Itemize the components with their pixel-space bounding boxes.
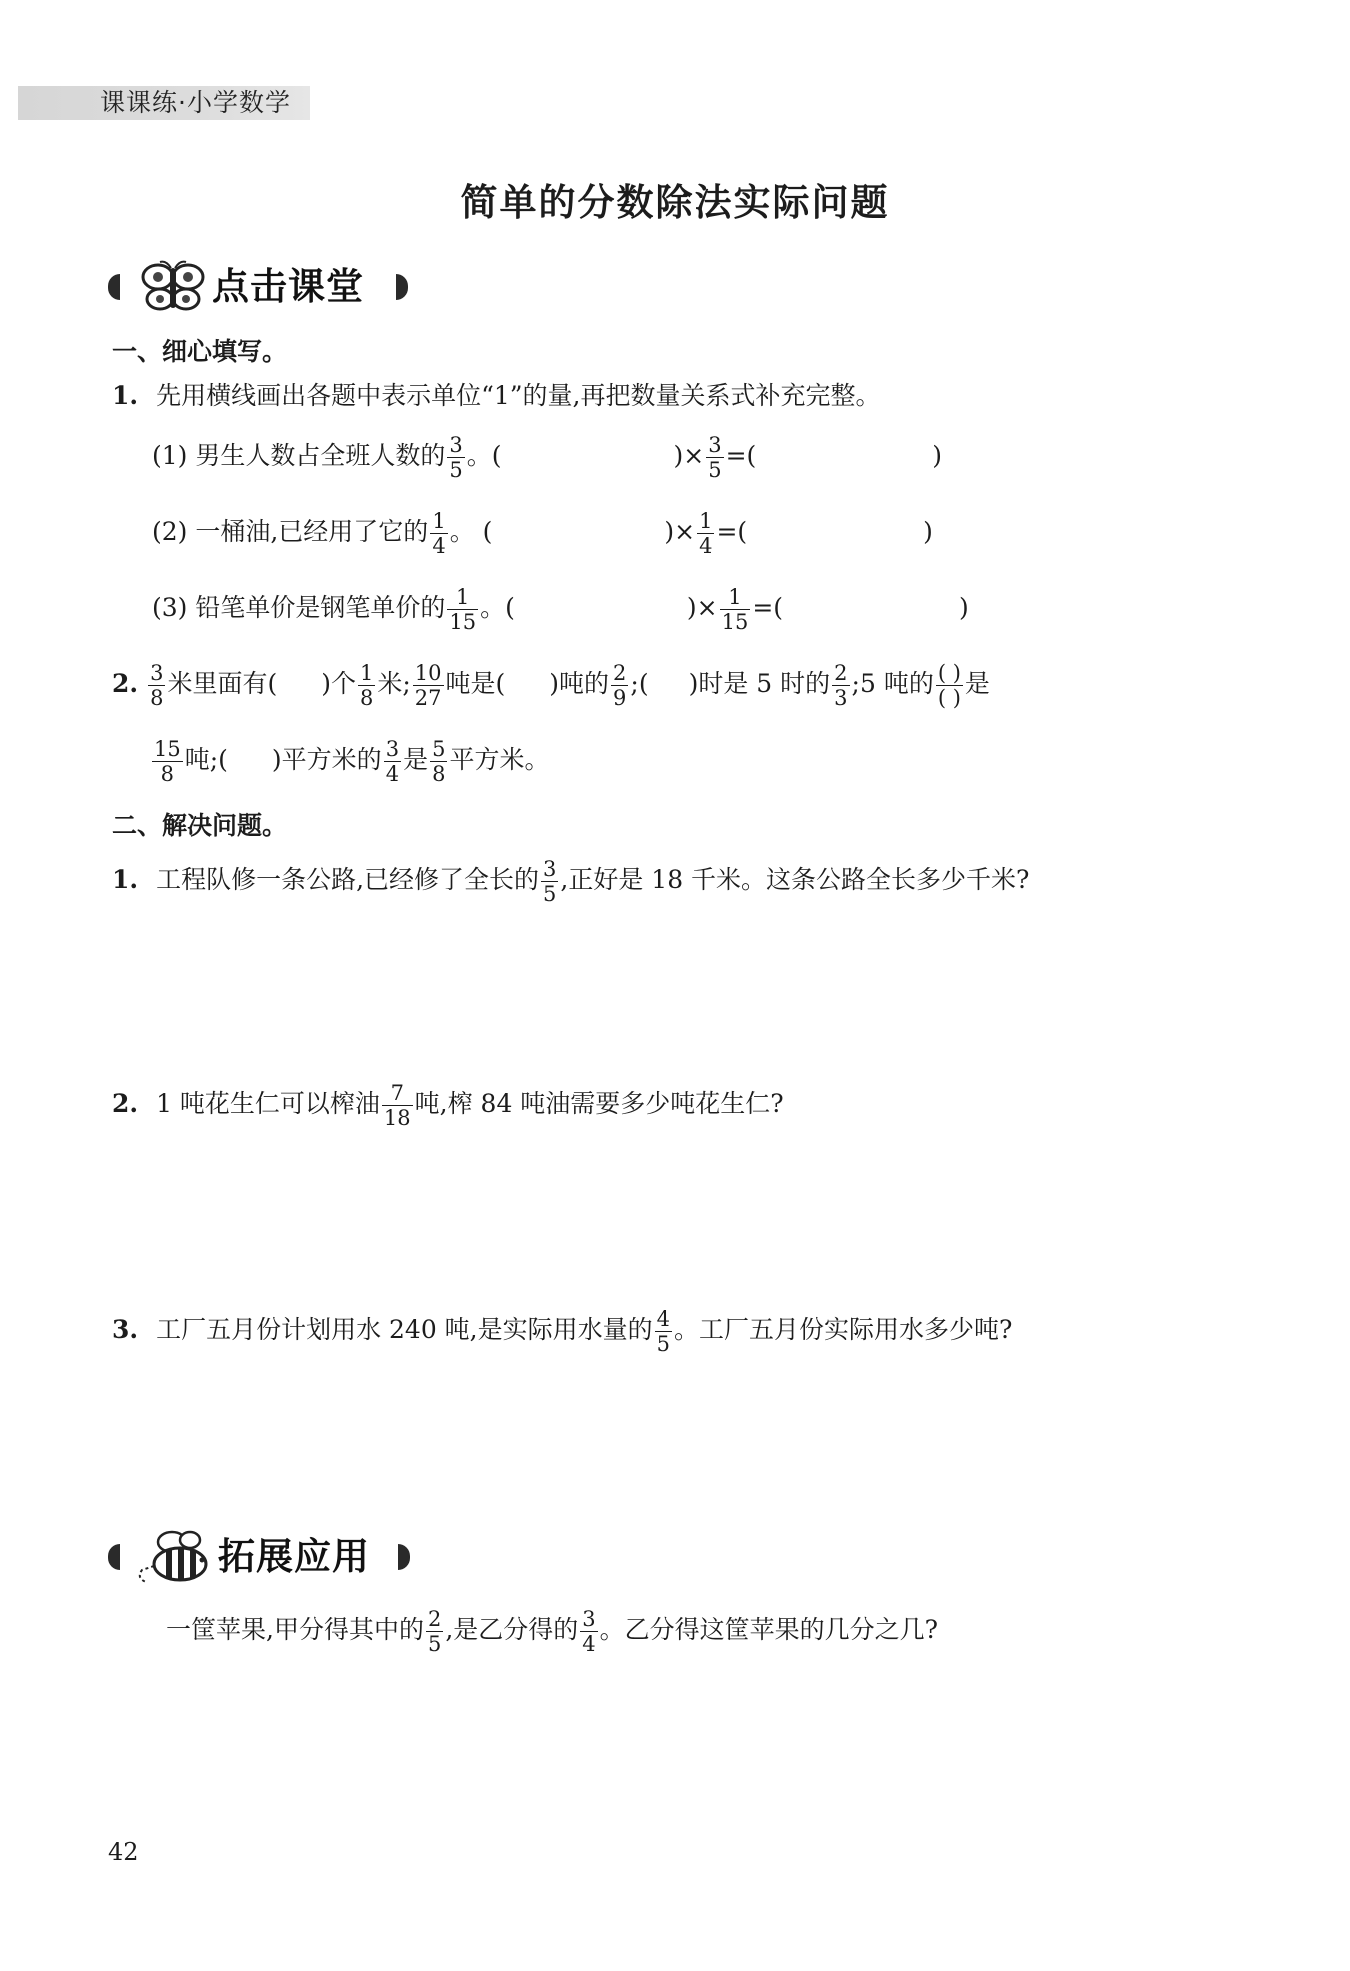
item-prefix: (3) 铅笔单价是钢笔单价的 [152, 593, 446, 622]
item-prefix: (2) 一桶油,已经用了它的 [152, 517, 429, 546]
part2-q2 [112, 1076, 784, 1132]
denominator: 4 [432, 534, 446, 558]
text-segment: 平方米。 [449, 745, 550, 774]
book-title: 课课练·小学数学 [100, 88, 291, 117]
question-number: 1. [112, 865, 139, 894]
denominator: 4 [582, 1632, 596, 1656]
denominator: 5 [708, 458, 722, 482]
text-segment: )平方米的 [271, 745, 382, 774]
fraction [541, 857, 558, 906]
blank-close: )× [673, 441, 705, 470]
numerator: 7 [382, 1081, 413, 1106]
denominator: 15 [449, 610, 477, 634]
section-label-extension: 拓展应用 [218, 1535, 370, 1578]
equals: =( [725, 441, 757, 470]
text-segment: 一筐苹果,甲分得其中的 [166, 1615, 424, 1644]
blank-close: )× [664, 517, 696, 546]
section-label-classroom: 点击课堂 [212, 265, 364, 308]
fraction [611, 661, 628, 710]
text-segment: 工程队修一条公路,已经修了全长的 [156, 865, 540, 894]
text-segment: ,正好是 18 千米。这条公路全长多少千米? [560, 865, 1030, 894]
item-suffix: 。( [466, 441, 502, 470]
text-segment: ,是乙分得的 [445, 1615, 579, 1644]
text-segment: 是 [964, 669, 990, 698]
part2-heading: 二、解决问题。 [112, 811, 288, 840]
part1-q2-line1 [112, 656, 990, 712]
part1-q1-item-1 [152, 428, 942, 484]
fraction [148, 661, 165, 710]
part2-q1 [112, 852, 1029, 908]
denominator: 3 [834, 686, 848, 710]
part1-q1-stem-line [112, 368, 880, 424]
fraction [655, 1307, 672, 1356]
page-title: 简单的分数除法实际问题 [460, 181, 890, 224]
part2-q3 [112, 1302, 1012, 1358]
badge-left-mark [108, 1544, 120, 1570]
text-segment: )时是 5 时的 [688, 669, 831, 698]
text-segment: ;5 吨的 [851, 669, 934, 698]
numerator: 3 [543, 857, 557, 881]
fraction-blank [936, 661, 963, 710]
text-segment: 吨是( [445, 669, 506, 698]
numerator: 1 [699, 509, 713, 533]
fraction [426, 1607, 443, 1656]
fraction [447, 585, 478, 634]
text-segment: 1 吨花生仁可以榨油 [156, 1089, 380, 1118]
fraction [447, 433, 464, 482]
numerator: 1 [720, 585, 751, 610]
numerator: 1 [432, 509, 446, 533]
blank-close: ) [959, 593, 969, 622]
question-number: 2. [112, 1089, 139, 1118]
numerator: 1 [447, 585, 478, 610]
text-segment: 工厂五月份计划用水 240 吨,是实际用水量的 [156, 1315, 653, 1344]
butterfly-icon [138, 260, 208, 316]
text-segment: 吨;( [184, 745, 228, 774]
fraction [697, 509, 714, 558]
denominator: 8 [432, 762, 446, 786]
part1-q1-item-3 [152, 580, 969, 636]
item-suffix: 。 ( [449, 517, 493, 546]
badge-right-mark [398, 1544, 410, 1570]
numerator: 3 [582, 1607, 596, 1631]
numerator: 10 [414, 661, 442, 685]
equals: =( [752, 593, 784, 622]
section-badge-classroom [108, 262, 418, 312]
denominator: 5 [543, 882, 557, 906]
equals: =( [716, 517, 748, 546]
numerator: 3 [708, 433, 722, 457]
question-number: 2. [112, 669, 139, 698]
fraction [430, 509, 447, 558]
denominator: 5 [449, 458, 463, 482]
part1-heading: 一、细心填写。 [112, 337, 288, 366]
blank-close: ) [932, 441, 943, 470]
numerator: 2 [427, 1607, 442, 1631]
denominator: 4 [385, 762, 400, 786]
fraction [580, 1607, 597, 1656]
badge-right-mark [396, 274, 408, 300]
part1-q1-item-2 [152, 504, 933, 560]
text-segment: 米里面有( [167, 669, 278, 698]
section-badge-extension [108, 1532, 418, 1582]
fraction [832, 661, 849, 710]
denominator: 5 [427, 1632, 442, 1656]
fraction [152, 737, 183, 786]
numerator: 4 [656, 1307, 670, 1331]
badge-left-mark [108, 274, 120, 300]
denominator: 9 [613, 686, 627, 710]
fraction [358, 661, 375, 710]
fraction [430, 737, 447, 786]
numerator-blank: ( ) [937, 661, 961, 685]
fraction [382, 1081, 413, 1130]
text-segment: 。乙分得这筐苹果的几分之几? [599, 1615, 939, 1644]
question-number: 3. [112, 1315, 139, 1344]
denominator: 5 [656, 1332, 670, 1356]
denominator: 4 [699, 534, 713, 558]
fraction [720, 585, 751, 634]
text-segment: )个 [321, 669, 356, 698]
numerator: 15 [154, 737, 181, 761]
page-number: 42 [108, 1838, 139, 1866]
denominator: 18 [383, 1106, 411, 1130]
numerator: 3 [385, 737, 400, 761]
text-segment: )吨的 [549, 669, 610, 698]
text-segment: ;( [630, 669, 649, 698]
question-stem: 先用横线画出各题中表示单位“1”的量,再把数量关系式补充完整。 [156, 381, 881, 410]
denominator: 8 [150, 686, 164, 710]
text-segment: 是 [403, 745, 429, 774]
fraction [384, 737, 401, 786]
text-segment: 吨,榨 84 吨油需要多少吨花生仁? [414, 1089, 784, 1118]
question-number: 1. [112, 381, 139, 410]
extension-problem [166, 1602, 938, 1658]
denominator: 8 [160, 762, 175, 786]
denominator-blank: ( ) [937, 686, 961, 710]
numerator: 1 [359, 661, 374, 685]
blank-close: ) [923, 517, 933, 546]
numerator: 3 [449, 433, 463, 457]
text-segment: 。工厂五月份实际用水多少吨? [674, 1315, 1013, 1344]
numerator: 3 [150, 661, 164, 685]
bee-icon [132, 1528, 222, 1588]
item-prefix: (1) 男生人数占全班人数的 [152, 441, 446, 470]
denominator: 27 [414, 686, 442, 710]
numerator: 5 [432, 737, 446, 761]
text-segment: 米; [377, 669, 411, 698]
numerator: 2 [834, 661, 848, 685]
blank-close: )× [686, 593, 718, 622]
fraction [706, 433, 723, 482]
part1-q2-line2 [150, 732, 549, 788]
denominator: 8 [359, 686, 374, 710]
item-suffix: 。( [480, 593, 515, 622]
numerator: 2 [613, 661, 627, 685]
fraction [413, 661, 444, 710]
denominator: 15 [721, 610, 749, 634]
